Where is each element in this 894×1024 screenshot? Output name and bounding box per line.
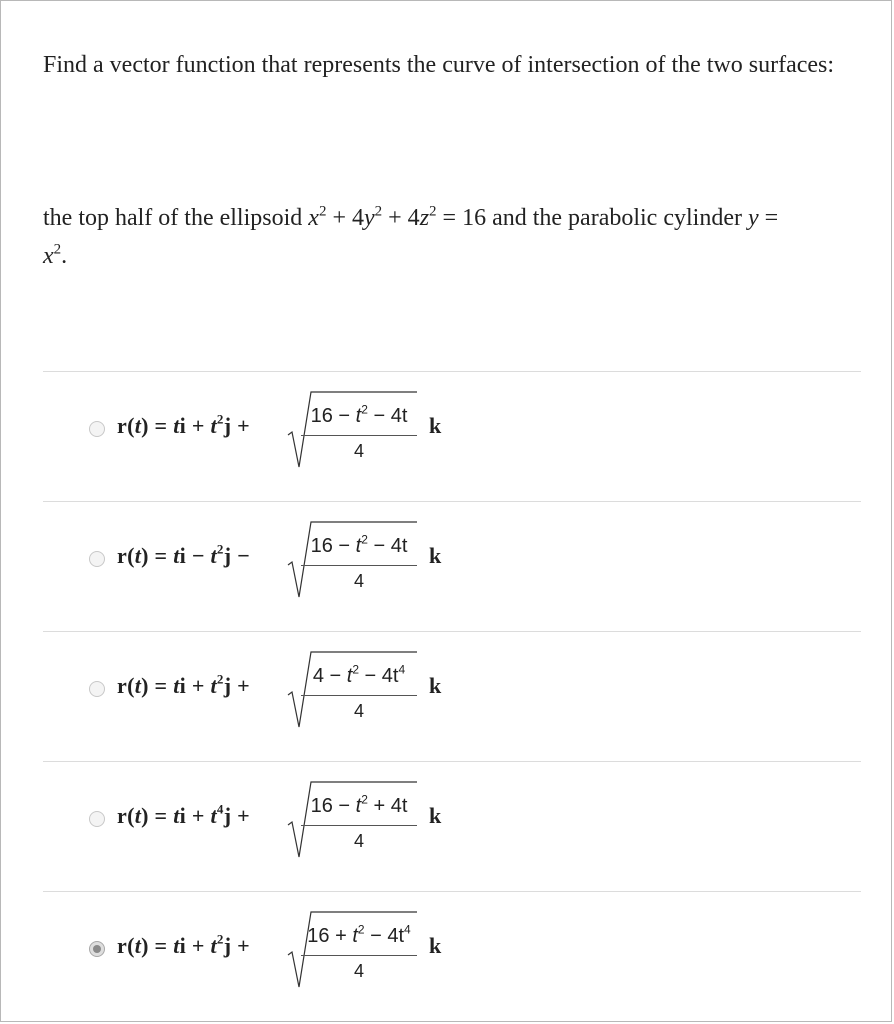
exponent: 2	[357, 922, 365, 937]
text: ) =	[141, 933, 174, 958]
text: r(	[117, 803, 135, 828]
divider	[43, 761, 861, 762]
variable-t: t	[210, 413, 217, 438]
text: 16 −	[310, 795, 356, 817]
text: + 4t	[367, 795, 408, 817]
radio-button[interactable]	[89, 551, 105, 567]
variable-t: t	[355, 535, 362, 557]
exponent: 4	[404, 922, 411, 937]
fraction-numerator	[301, 662, 417, 688]
text: − 4t	[367, 535, 408, 557]
fraction-bar	[301, 825, 417, 826]
text: r(	[117, 673, 135, 698]
i-component: i +	[179, 933, 211, 958]
cylinder-text: and the parabolic cylinder	[492, 205, 742, 231]
j-component: j +	[223, 803, 250, 828]
variable-t: t	[210, 543, 217, 568]
text: ) =	[141, 413, 174, 438]
text: ) =	[141, 543, 174, 568]
radio-button[interactable]	[89, 941, 105, 957]
k-component: k	[429, 803, 442, 828]
radio-button[interactable]	[89, 681, 105, 697]
variable-t: t	[134, 673, 142, 698]
variable-t: t	[173, 543, 180, 568]
vector-function-lhs	[117, 413, 250, 439]
text: − 4t	[367, 405, 408, 427]
exponent: 2	[361, 532, 368, 547]
exponent: 4	[216, 801, 224, 817]
variable-t: t	[210, 803, 217, 828]
variable-t: t	[134, 413, 142, 438]
fraction-denominator: 4	[353, 441, 364, 461]
exponent: 4	[398, 662, 406, 677]
square-root	[287, 647, 417, 731]
k-component: k	[429, 933, 442, 958]
fraction-numerator	[301, 532, 417, 558]
variable-t: t	[355, 795, 362, 817]
square-root	[287, 907, 417, 991]
j-component: j +	[223, 673, 250, 698]
fraction-bar	[301, 435, 417, 436]
text: 16 −	[310, 535, 356, 557]
exponent: 2	[216, 411, 224, 427]
j-component: j +	[223, 413, 250, 438]
fraction-denominator: 4	[353, 961, 364, 981]
exponent: 2	[361, 792, 368, 807]
fraction-numerator	[301, 922, 417, 948]
exponent: 2	[216, 931, 224, 947]
k-component: k	[429, 673, 442, 698]
text: 16 −	[310, 405, 356, 427]
exponent: 2	[216, 671, 224, 687]
text: 16 +	[307, 925, 353, 947]
text: ) =	[141, 803, 174, 828]
divider	[43, 891, 861, 892]
question-prompt: Find a vector function that represents the curve of intersection of the two surfaces:	[43, 52, 835, 78]
variable-t: t	[355, 405, 362, 427]
j-component: j −	[223, 543, 250, 568]
vector-function-lhs	[117, 543, 250, 569]
fraction-bar	[301, 695, 417, 696]
text: r(	[117, 413, 135, 438]
text: − 4t	[359, 665, 399, 687]
i-component: i +	[179, 413, 211, 438]
variable-t: t	[173, 933, 180, 958]
i-component: i −	[179, 543, 211, 568]
exponent: 2	[352, 662, 359, 677]
square-root	[287, 387, 417, 471]
fraction-numerator	[301, 402, 417, 428]
divider	[43, 501, 861, 502]
variable-t: t	[210, 673, 217, 698]
square-root	[287, 517, 417, 601]
text: − 4t	[364, 925, 405, 947]
vector-function-lhs	[117, 933, 250, 959]
vector-function-lhs	[117, 673, 250, 699]
fraction-bar	[301, 955, 417, 956]
radio-button[interactable]	[89, 811, 105, 827]
variable-t: t	[173, 673, 180, 698]
variable-t: t	[134, 933, 142, 958]
text: r(	[117, 543, 135, 568]
question-surfaces: the top half of the ellipsoid $x^2 + 4y^2 + 4z^2 = 16$ and the parabolic cylinder y = $x^2$.	[43, 203, 779, 269]
variable-t: t	[210, 933, 217, 958]
j-component: j +	[223, 933, 250, 958]
fraction-denominator: 4	[353, 701, 364, 721]
vector-function-lhs	[117, 803, 250, 829]
divider	[43, 371, 861, 372]
i-component: i +	[179, 673, 211, 698]
radio-button[interactable]	[89, 421, 105, 437]
k-component: k	[429, 413, 442, 438]
fraction-denominator: 4	[353, 571, 364, 591]
variable-t: t	[134, 803, 142, 828]
i-component: i +	[179, 803, 211, 828]
variable-t: t	[134, 543, 142, 568]
text: 4 −	[312, 665, 347, 687]
fraction-numerator	[301, 792, 417, 818]
variable-t: t	[173, 413, 180, 438]
exponent: 2	[361, 402, 368, 417]
square-root	[287, 777, 417, 861]
fraction-denominator: 4	[353, 831, 364, 851]
variable-t: t	[173, 803, 180, 828]
exponent: 2	[216, 541, 224, 557]
variable-t: t	[352, 925, 358, 947]
ellipsoid-text: the top half of the ellipsoid	[43, 205, 303, 231]
k-component: k	[429, 543, 442, 568]
divider	[43, 631, 861, 632]
fraction-bar	[301, 565, 417, 566]
variable-t: t	[346, 665, 353, 687]
text: r(	[117, 933, 135, 958]
text: ) =	[141, 673, 174, 698]
